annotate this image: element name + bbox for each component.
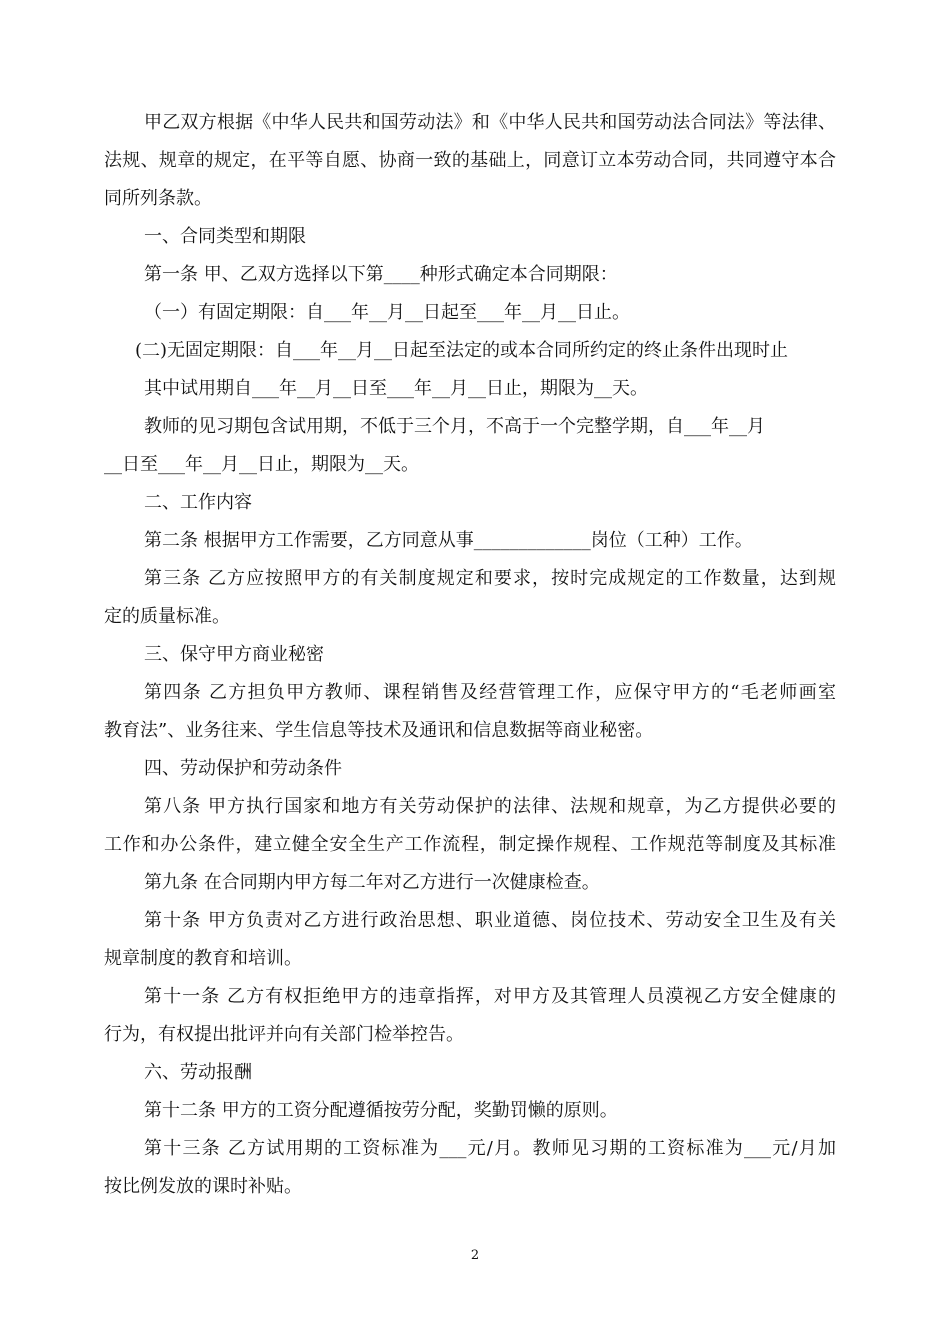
- text-line: 甲乙双方根据《中华人民共和国劳动法》和《中华人民共和国劳动法合同法》等法律、: [144, 112, 836, 133]
- text-line: 第四条 乙方担负甲方教师、课程销售及经营管理工作，应保守甲方的“毛老师画室: [144, 682, 836, 703]
- text-line: 第八条 甲方执行国家和地方有关劳动保护的法律、法规和规章，为乙方提供必要的: [144, 796, 836, 817]
- text-line: 规章制度的教育和培训。: [104, 948, 302, 969]
- section-heading: 一、合同类型和期限: [144, 226, 306, 247]
- section-heading: 三、保守甲方商业秘密: [144, 644, 324, 665]
- text-line: 教师的见习期包含试用期，不低于三个月，不高于一个完整学期，自___年__月: [144, 416, 765, 437]
- section-heading: 四、劳动保护和劳动条件: [144, 758, 342, 779]
- text-line: 第九条 在合同期内甲方每二年对乙方进行一次健康检查。: [144, 872, 600, 893]
- text-line: 第二条 根据甲方工作需要，乙方同意从事_____________岗位（工种）工作。: [144, 530, 753, 551]
- text-line: (二)无固定期限：自___年__月__日起至法定的或本合同所约定的终止条件出现时止: [135, 340, 789, 361]
- text-line: （一）有固定期限：自___年__月__日起至___年__月__日止。: [144, 302, 630, 323]
- text-line: 法规、规章的规定，在平等自愿、协商一致的基础上，同意订立本劳动合同，共同遵守本合: [104, 150, 836, 171]
- document-body: [104, 104, 836, 1206]
- section-heading: 六、劳动报酬: [144, 1062, 252, 1083]
- text-line: 教育法”、业务往来、学生信息等技术及通讯和信息数据等商业秘密。: [104, 720, 654, 741]
- text-line: __日至___年__月__日止，期限为__天。: [104, 454, 419, 475]
- text-line: 第十条 甲方负责对乙方进行政治思想、职业道德、岗位技术、劳动安全卫生及有关: [144, 910, 836, 931]
- page-number: 2: [470, 1248, 480, 1263]
- text-line: 按比例发放的课时补贴。: [104, 1176, 302, 1197]
- text-line: 同所列条款。: [104, 188, 212, 209]
- text-line: 定的质量标准。: [104, 606, 230, 627]
- text-line: 第十三条 乙方试用期的工资标准为___元/月。教师见习期的工资标准为___元/月加: [144, 1138, 836, 1159]
- text-line: 行为，有权提出批评并向有关部门检举控告。: [104, 1024, 464, 1045]
- text-line: 其中试用期自___年__月__日至___年__月__日止，期限为__天。: [144, 378, 648, 399]
- text-line: 工作和办公条件，建立健全安全生产工作流程，制定操作规程、工作规范等制度及其标准: [104, 834, 836, 855]
- text-line: 第一条 甲、乙双方选择以下第____种形式确定本合同期限：: [144, 264, 618, 285]
- section-heading: 二、工作内容: [144, 492, 252, 513]
- text-line: 第十一条 乙方有权拒绝甲方的违章指挥，对甲方及其管理人员漠视乙方安全健康的: [144, 986, 836, 1007]
- text-line: 第三条 乙方应按照甲方的有关制度规定和要求，按时完成规定的工作数量，达到规: [144, 568, 836, 589]
- text-line: 第十二条 甲方的工资分配遵循按劳分配，奖勤罚懒的原则。: [144, 1100, 618, 1121]
